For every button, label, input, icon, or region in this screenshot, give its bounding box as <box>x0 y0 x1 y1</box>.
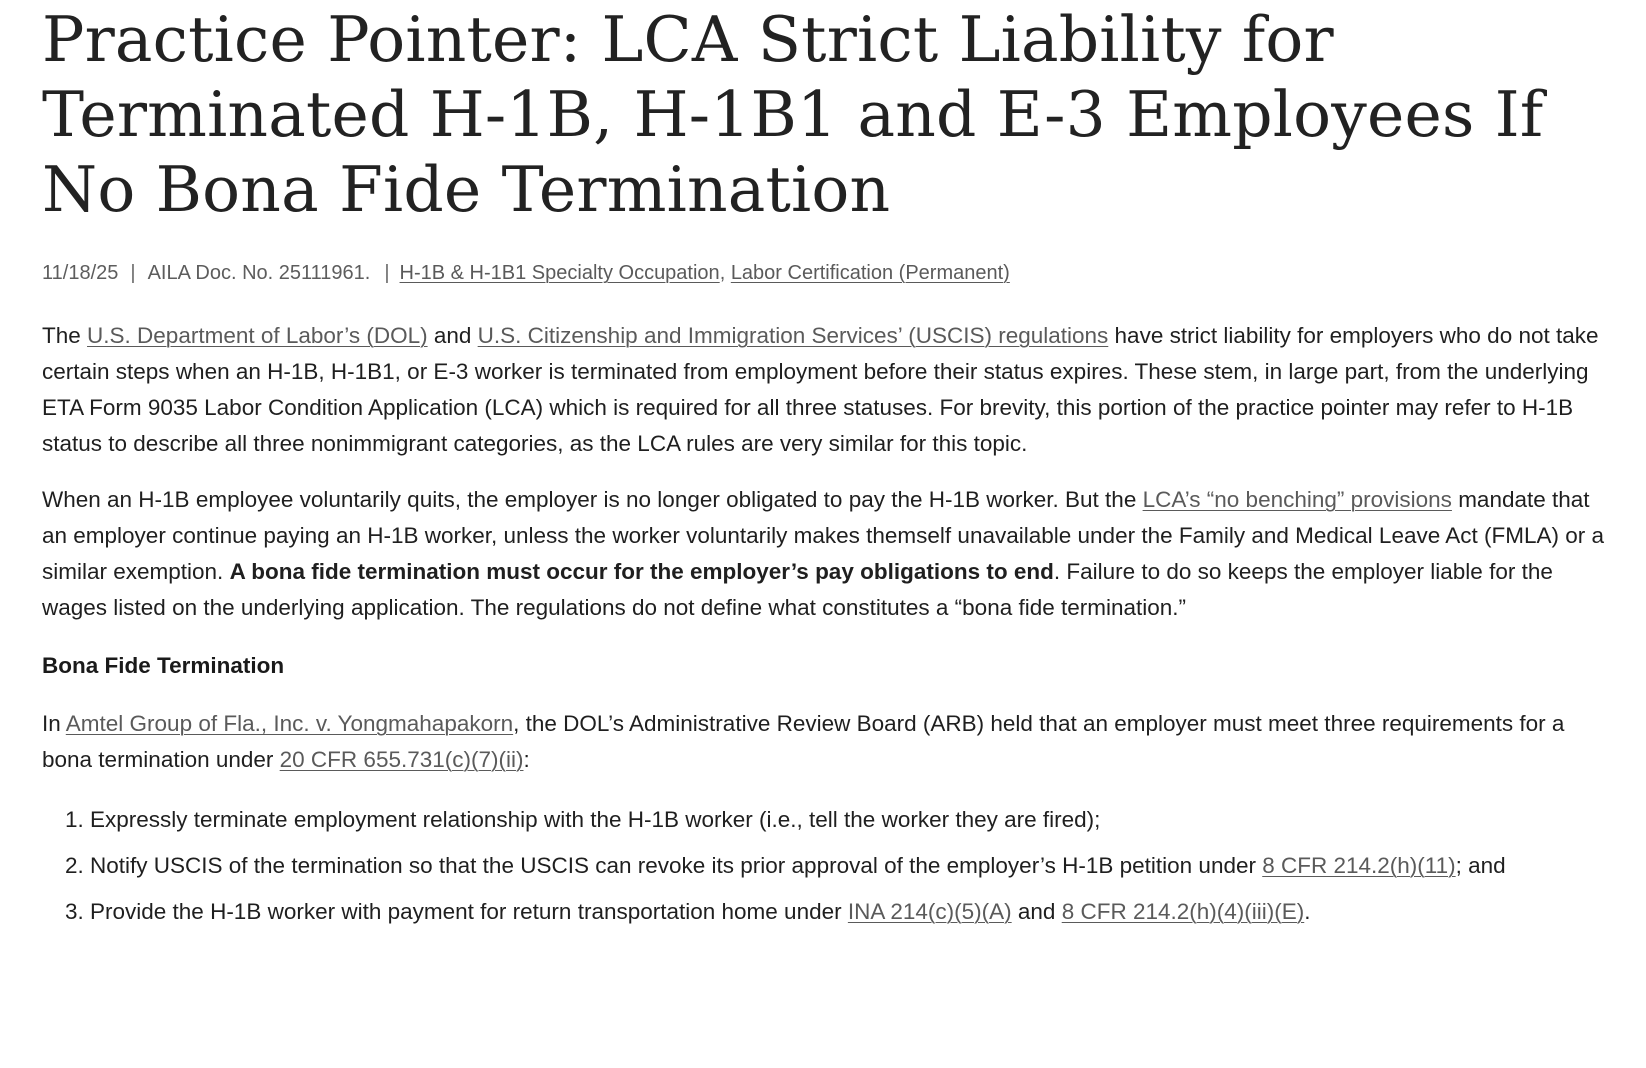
uscis-regulations-link[interactable]: U.S. Citizenship and Immigration Services’ (USCIS) regulations <box>477 323 1109 348</box>
paragraph-text: The <box>42 323 88 348</box>
list-item-text: Notify USCIS of the termination so that the USCIS can revoke its prior approval of the employer’s H-1B petition under <box>90 853 1263 878</box>
list-item-text: Expressly terminate employment relationship with the H-1B worker (i.e., tell the worker they are fired); <box>90 807 1101 832</box>
list-item <box>90 848 1612 884</box>
list-item-text: ; and <box>1455 853 1506 878</box>
page-title: Practice Pointer: LCA Strict Liability for Terminated H-1B, H-1B1 and E-3 Employees If No Bona Fide Termination <box>42 3 1544 226</box>
list-item-text: . <box>1304 899 1311 924</box>
list-item <box>90 802 1612 838</box>
section-heading: Bona Fide Termination <box>42 653 285 678</box>
paragraph-text: have strict liability for employers who do not take certain steps when an H-1B, H-1B1, or E-3 worker is terminated from employment before their status expires. These stem, in large part, from the underlying ETA Form 9035 Labor Condition Application (LCA) which is required for all three statuses. For brevity, this portion of the practice pointer may refer to H-1B status to describe all three nonimmigrant categories, as the LCA rules are very similar for this topic. <box>42 323 1599 456</box>
topic-link-h1b[interactable]: H-1B & H-1B1 Specialty Occupation <box>399 262 720 284</box>
amtel-case-link[interactable]: Amtel Group of Fla., Inc. v. Yongmahapakorn <box>65 711 514 736</box>
paragraph-text: In <box>42 711 66 736</box>
no-benching-link[interactable]: LCA’s “no benching” provisions <box>1142 487 1452 512</box>
meta-separator: | <box>384 262 390 284</box>
list-item-text: Provide the H-1B worker with payment for return transportation home under <box>90 899 848 924</box>
list-item-text: and <box>1011 899 1062 924</box>
paragraph-text: , the DOL’s Administrative Review Board (ARB) held that an employer must meet three requirements for a bona termination under <box>42 711 1565 772</box>
paragraph-text: . Failure to do so keeps the employer liable for the wages listed on the underlying application. The regulations do not define what constitutes a “bona fide termination.” <box>42 559 1553 620</box>
amtel-paragraph <box>42 706 1612 778</box>
cfr-214-h4-link[interactable]: 8 CFR 214.2(h)(4)(iii)(E) <box>1061 899 1305 924</box>
paragraph-text: mandate that an employer continue paying an H-1B worker, unless the worker voluntarily makes themself unavailable under the Family and Medical Leave Act (FMLA) or a similar exemption. <box>42 487 1605 584</box>
article-meta <box>42 259 1612 287</box>
cfr-655-link[interactable]: 20 CFR 655.731(c)(7)(ii) <box>279 747 524 772</box>
requirements-list <box>42 802 1612 930</box>
list-item <box>90 894 1612 930</box>
doc-number: AILA Doc. No. 25111961. <box>147 262 371 284</box>
intro-paragraph <box>42 318 1612 462</box>
topic-comma: , <box>719 262 726 284</box>
paragraph-text: : <box>523 747 530 772</box>
topic-link-labor-certification[interactable]: Labor Certification (Permanent) <box>730 262 1010 284</box>
cfr-214-h11-link[interactable]: 8 CFR 214.2(h)(11) <box>1262 853 1456 878</box>
publish-date: 11/18/25 <box>42 262 119 284</box>
bold-statement: A bona fide termination must occur for the employer’s pay obligations to end <box>229 559 1054 584</box>
meta-separator: | <box>130 262 136 284</box>
paragraph-text: When an H-1B employee voluntarily quits, the employer is no longer obligated to pay the H-1B worker. But the <box>42 487 1143 512</box>
dol-link[interactable]: U.S. Department of Labor’s (DOL) <box>87 323 428 348</box>
ina-214-link[interactable]: INA 214(c)(5)(A) <box>847 899 1012 924</box>
article <box>42 0 1612 940</box>
paragraph-text: and <box>427 323 478 348</box>
benching-paragraph <box>42 482 1612 626</box>
